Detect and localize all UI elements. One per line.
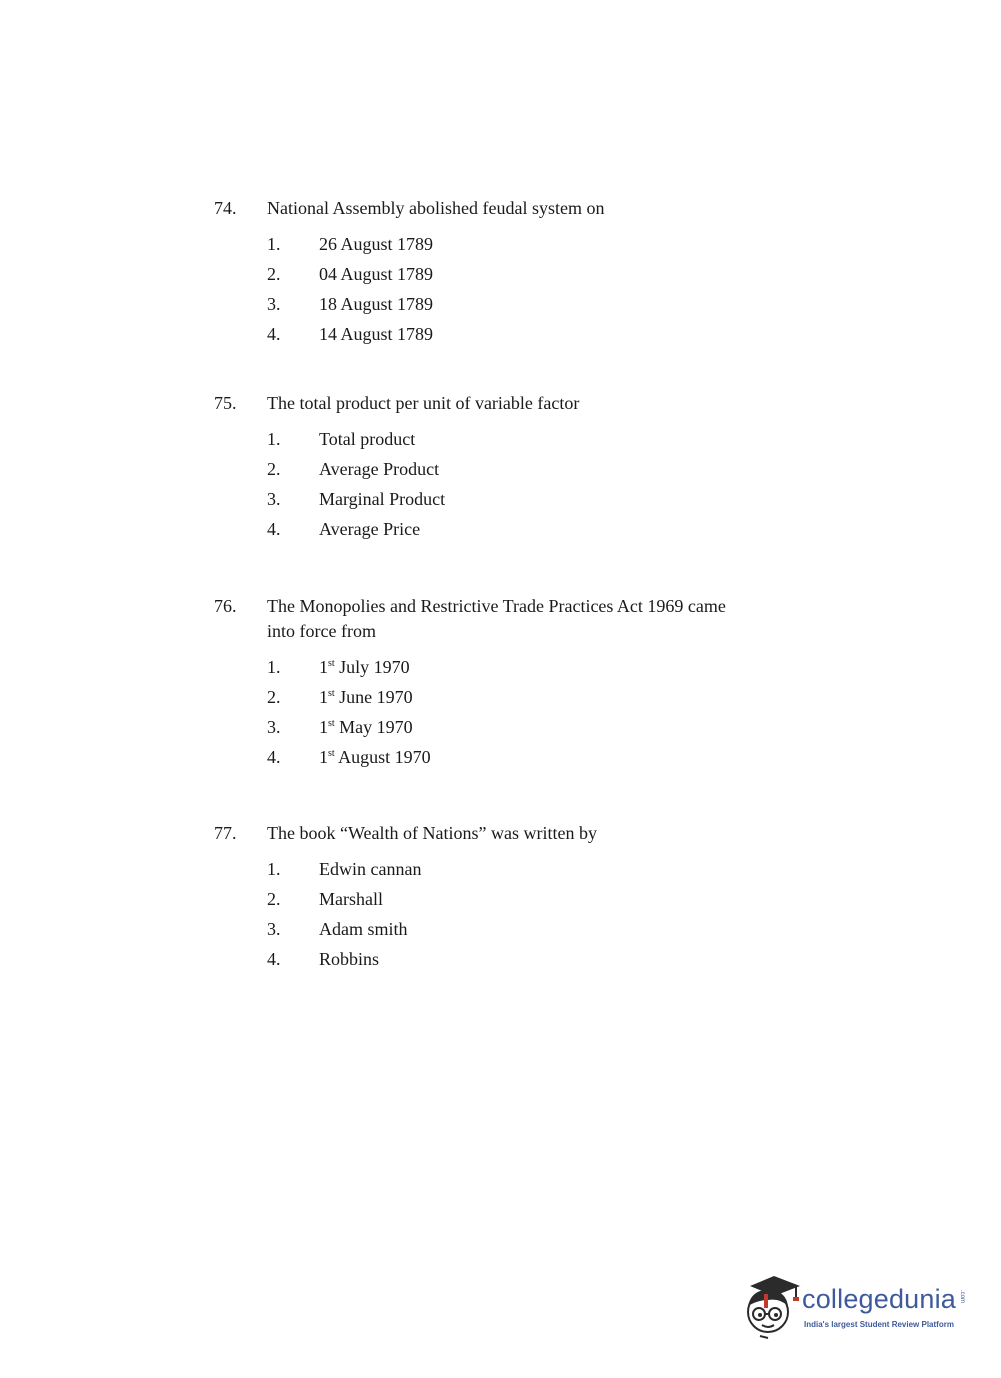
option-date: July 1970 <box>334 657 410 677</box>
option-text: Edwin cannan <box>319 859 422 879</box>
ordinal-suffix: st <box>328 718 335 729</box>
question-number: 74. <box>214 198 237 218</box>
option-text: Robbins <box>319 949 380 969</box>
options-list <box>267 652 774 772</box>
option-item <box>267 682 774 712</box>
option-text: 14 August 1789 <box>319 324 434 344</box>
option-text: 26 August 1789 <box>319 234 434 254</box>
option-item <box>267 484 774 514</box>
brand-suffix: .com <box>959 1290 965 1304</box>
question-75 <box>214 391 774 544</box>
option-lead: 1 <box>319 657 328 677</box>
option-item <box>267 914 774 944</box>
option-number: 1. <box>267 859 281 879</box>
option-date: May 1970 <box>334 717 413 737</box>
option-item <box>267 514 774 544</box>
option-item <box>267 454 774 484</box>
option-number: 4. <box>267 949 281 969</box>
option-number: 4. <box>267 324 281 344</box>
option-number: 1. <box>267 429 281 449</box>
option-item <box>267 884 774 914</box>
question-76 <box>214 594 774 772</box>
option-text <box>319 652 410 682</box>
option-lead: 1 <box>319 687 328 707</box>
option-item <box>267 229 774 259</box>
option-text: Average Price <box>319 519 421 539</box>
question-text: National Assembly abolished feudal system on <box>267 198 605 218</box>
question-77 <box>214 821 774 974</box>
option-text <box>319 712 413 742</box>
option-item <box>267 854 774 884</box>
option-item <box>267 652 774 682</box>
ordinal-suffix: st <box>328 748 335 759</box>
option-text: 18 August 1789 <box>319 294 434 314</box>
option-number: 1. <box>267 657 281 677</box>
option-number: 4. <box>267 747 281 767</box>
option-text: Total product <box>319 429 416 449</box>
option-text: Marginal Product <box>319 489 446 509</box>
option-text: Marshall <box>319 889 383 909</box>
option-number: 3. <box>267 717 281 737</box>
option-text <box>319 682 413 712</box>
option-number: 3. <box>267 919 281 939</box>
options-list <box>267 424 774 544</box>
option-lead: 1 <box>319 717 328 737</box>
question-text: The book “Wealth of Nations” was written by <box>267 823 597 843</box>
option-number: 1. <box>267 234 281 254</box>
option-number: 4. <box>267 519 281 539</box>
option-date: June 1970 <box>334 687 413 707</box>
question-74 <box>214 196 774 349</box>
option-item <box>267 259 774 289</box>
options-list <box>267 854 774 974</box>
option-text: Average Product <box>319 459 440 479</box>
options-list <box>267 229 774 349</box>
option-text: 04 August 1789 <box>319 264 434 284</box>
option-text: Adam smith <box>319 919 408 939</box>
question-number: 75. <box>214 393 237 413</box>
option-item <box>267 319 774 349</box>
ordinal-suffix: st <box>328 688 335 699</box>
option-lead: 1 <box>319 747 328 767</box>
option-number: 3. <box>267 294 281 314</box>
question-text: The total product per unit of variable factor <box>267 393 580 413</box>
option-text <box>319 742 431 772</box>
option-item <box>267 424 774 454</box>
ordinal-suffix: st <box>328 658 335 669</box>
option-item <box>267 289 774 319</box>
option-number: 2. <box>267 687 281 707</box>
question-number: 76. <box>214 596 237 616</box>
option-number: 2. <box>267 889 281 909</box>
option-number: 2. <box>267 264 281 284</box>
option-item <box>267 712 774 742</box>
collegedunia-logo <box>742 1272 972 1342</box>
question-text: The Monopolies and Restrictive Trade Practices Act 1969 came into force from <box>267 596 726 641</box>
question-number: 77. <box>214 823 237 843</box>
brand-tagline: India's largest Student Review Platform <box>804 1320 954 1329</box>
brand-name: collegedunia <box>802 1284 957 1314</box>
option-item <box>267 944 774 974</box>
option-item <box>267 742 774 772</box>
option-date: August 1970 <box>334 747 431 767</box>
option-number: 2. <box>267 459 281 479</box>
option-number: 3. <box>267 489 281 509</box>
student-mascot-icon <box>742 1272 802 1342</box>
